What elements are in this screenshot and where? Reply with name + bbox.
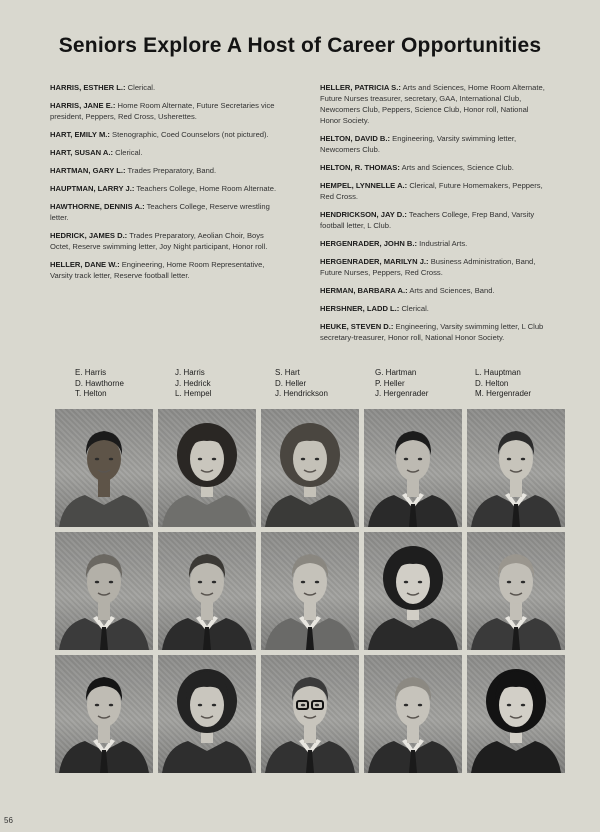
- bio-description: Stenographic, Coed Counselors (not pictured).: [112, 130, 269, 139]
- portrait-eye: [418, 581, 422, 584]
- portrait-clothing: [162, 741, 252, 773]
- portrait-image: [467, 409, 565, 527]
- bio-entry: [50, 183, 278, 194]
- portrait-eye: [198, 704, 202, 707]
- bio-entry: [320, 82, 548, 126]
- caption-column: [375, 368, 475, 400]
- portrait-eye: [404, 704, 408, 707]
- portrait-photo: [364, 409, 462, 527]
- bio-name: HARRIS, ESTHER L.:: [50, 83, 126, 92]
- bio-name: HERGENRADER, MARILYN J.:: [320, 257, 429, 266]
- caption-name: L. Hauptman: [475, 368, 521, 377]
- portrait-photo: [467, 655, 565, 773]
- portrait-neck: [510, 479, 522, 497]
- bio-description: Arts and Sciences, Home Room Alternate, Future Nurses treasurer, secretary, GAA, International Club, Newcomers Club, Peppers, Science Club, Honor roll, National Honor Society.: [320, 83, 545, 125]
- portrait-photo: [55, 409, 153, 527]
- page-title: Seniors Explore A Host of Career Opportunities: [58, 34, 542, 57]
- portrait-eye: [418, 704, 422, 707]
- portrait-clothing: [368, 618, 458, 650]
- portrait-clothing: [265, 495, 355, 527]
- portrait-clothing: [471, 741, 561, 773]
- bio-description: Clerical.: [115, 148, 143, 157]
- portrait-eye: [507, 458, 511, 461]
- caption-column: [275, 368, 375, 400]
- bio-name: HENDRICKSON, JAY D.:: [320, 210, 407, 219]
- bio-name: HART, SUSAN A.:: [50, 148, 113, 157]
- portrait-photo: [261, 532, 359, 650]
- portrait-eye: [507, 704, 511, 707]
- caption-name: T. Helton: [75, 389, 107, 398]
- bio-name: HARRIS, JANE E.:: [50, 101, 116, 110]
- caption-name: D. Hawthorne: [75, 378, 124, 388]
- portrait-neck: [304, 602, 316, 620]
- caption-name: E. Harris: [75, 368, 107, 377]
- portrait-eye: [418, 458, 422, 461]
- bio-name: HAWTHORNE, DENNIS A.:: [50, 202, 145, 211]
- bio-description: Engineering, Varsity swimming letter, L Club secretary-treasurer, Honor roll, National Honor Society.: [320, 322, 544, 342]
- bio-description: Trades Preparatory, Aeolian Choir, Boys Octet, Reserve swimming letter, Joy Night participant, Honor roll.: [50, 231, 268, 251]
- portrait-eye: [301, 458, 305, 461]
- portrait-photo: [158, 409, 256, 527]
- page-number: 56: [4, 816, 13, 825]
- portrait-neck: [98, 725, 110, 743]
- bio-name: HART, EMILY M.:: [50, 130, 110, 139]
- bio-name: HELTON, DAVID B.:: [320, 134, 391, 143]
- bio-description: Teachers College, Frep Band, Varsity football letter, L Club.: [320, 210, 535, 230]
- caption-name: L. Hempel: [175, 389, 212, 398]
- portrait-eye: [95, 581, 99, 584]
- bio-entry: [50, 230, 278, 252]
- portrait-eye: [521, 458, 525, 461]
- portrait-eye: [404, 458, 408, 461]
- bio-name: HERMAN, BARBARA A.:: [320, 286, 408, 295]
- portrait-clothing: [162, 495, 252, 527]
- bio-description: Teachers College, Reserve wrestling letter.: [50, 202, 270, 222]
- portrait-face: [190, 437, 224, 481]
- bio-description: Clerical.: [127, 83, 156, 92]
- bio-description: Arts and Sciences, Band.: [409, 286, 495, 295]
- portrait-eye: [404, 581, 408, 584]
- portrait-eye: [315, 581, 319, 584]
- bio-entry: [320, 285, 548, 296]
- bio-entry: [320, 238, 548, 249]
- portrait-image: [55, 655, 153, 773]
- bio-description: Industrial Arts.: [419, 239, 468, 248]
- portrait-neck: [407, 479, 419, 497]
- bio-description: Clerical.: [401, 304, 429, 313]
- portrait-eye: [315, 458, 319, 461]
- portrait-clothing: [59, 495, 149, 527]
- portrait-photo: [158, 655, 256, 773]
- portrait-image: [158, 532, 256, 650]
- portrait-eye: [198, 458, 202, 461]
- portrait-image: [364, 532, 462, 650]
- caption-name: J. Hendrickson: [275, 389, 328, 398]
- biography-column-left: [50, 82, 278, 288]
- bio-entry: [320, 256, 548, 278]
- bio-description: Trades Preparatory, Band.: [127, 166, 217, 175]
- bio-name: HEUKE, STEVEN D.:: [320, 322, 394, 331]
- portrait-image: [158, 655, 256, 773]
- caption-name: D. Heller: [275, 378, 307, 388]
- bio-entry: [320, 162, 548, 173]
- bio-name: HERSHNER, LADD L.:: [320, 304, 400, 313]
- bio-entry: [320, 133, 548, 155]
- caption-column: [475, 368, 575, 400]
- portrait-image: [55, 532, 153, 650]
- portrait-face: [190, 683, 224, 727]
- portrait-image: [261, 655, 359, 773]
- portrait-eye: [198, 581, 202, 584]
- bio-name: HERGENRADER, JOHN B.:: [320, 239, 418, 248]
- caption-name: S. Hart: [275, 368, 300, 377]
- portrait-eye: [109, 704, 113, 707]
- portrait-photo: [158, 532, 256, 650]
- caption-column: [175, 368, 275, 400]
- caption-name: J. Hedrick: [175, 378, 211, 388]
- portrait-neck: [98, 602, 110, 620]
- bio-entry: [50, 147, 278, 158]
- bio-description: Teachers College, Home Room Alternate.: [136, 184, 277, 193]
- bio-description: Engineering, Home Room Representative, Varsity track letter, Reserve football letter.: [50, 260, 265, 280]
- portrait-face: [396, 560, 430, 604]
- bio-description: Arts and Sciences, Science Club.: [401, 163, 514, 172]
- portrait-eye: [315, 704, 319, 707]
- portrait-photo: [467, 532, 565, 650]
- portrait-photo: [467, 409, 565, 527]
- portrait-eye: [109, 458, 113, 461]
- portrait-face: [499, 683, 533, 727]
- portrait-image: [55, 409, 153, 527]
- bio-entry: [50, 100, 278, 122]
- portrait-photo: [364, 532, 462, 650]
- portrait-eye: [521, 581, 525, 584]
- bio-description: Engineering, Varsity swimming letter, Newcomers Club.: [320, 134, 517, 154]
- portrait-eye: [212, 704, 216, 707]
- portrait-eye: [301, 704, 305, 707]
- portrait-neck: [98, 479, 110, 497]
- portrait-image: [261, 409, 359, 527]
- portrait-photo: [55, 655, 153, 773]
- portrait-image: [364, 409, 462, 527]
- portrait-neck: [510, 602, 522, 620]
- bio-name: HELLER, DANE W.:: [50, 260, 120, 269]
- portrait-photo: [55, 532, 153, 650]
- bio-name: HAUPTMAN, LARRY J.:: [50, 184, 135, 193]
- bio-entry: [50, 165, 278, 176]
- portrait-eye: [507, 581, 511, 584]
- portrait-eye: [109, 581, 113, 584]
- portrait-neck: [304, 725, 316, 743]
- portrait-image: [364, 655, 462, 773]
- bio-entry: [50, 82, 278, 93]
- portrait-image: [158, 409, 256, 527]
- bio-name: HELTON, R. THOMAS:: [320, 163, 400, 172]
- portrait-photo: [364, 655, 462, 773]
- bio-entry: [50, 201, 278, 223]
- photo-captions: [75, 368, 575, 400]
- bio-entry: [320, 180, 548, 202]
- portrait-photo: [261, 655, 359, 773]
- bio-name: HELLER, PATRICIA S.:: [320, 83, 401, 92]
- portrait-eye: [212, 458, 216, 461]
- bio-entry: [320, 321, 548, 343]
- bio-entry: [50, 259, 278, 281]
- biography-column-right: [320, 82, 548, 350]
- portrait-image: [467, 532, 565, 650]
- bio-description: Home Room Alternate, Future Secretaries vice president, Peppers, Red Cross, Usherettes.: [50, 101, 275, 121]
- portrait-eye: [521, 704, 525, 707]
- bio-name: HEDRICK, JAMES D.:: [50, 231, 128, 240]
- portrait-eye: [301, 581, 305, 584]
- caption-name: D. Helton: [475, 378, 509, 388]
- bio-entry: [50, 129, 278, 140]
- caption-name: J. Hergenrader: [375, 389, 429, 398]
- bio-name: HARTMAN, GARY L.:: [50, 166, 126, 175]
- caption-name: J. Harris: [175, 368, 205, 377]
- portrait-face: [293, 437, 327, 481]
- bio-entry: [320, 209, 548, 231]
- portrait-neck: [201, 602, 213, 620]
- caption-name: P. Heller: [375, 378, 405, 388]
- portrait-photo: [261, 409, 359, 527]
- caption-name: M. Hergenrader: [475, 389, 532, 398]
- caption-name: G. Hartman: [375, 368, 417, 377]
- portrait-image: [467, 655, 565, 773]
- bio-entry: [320, 303, 548, 314]
- bio-description: Clerical, Future Homemakers, Peppers, Red Cross.: [320, 181, 543, 201]
- portrait-grid: [55, 409, 565, 773]
- portrait-eye: [95, 704, 99, 707]
- portrait-eye: [95, 458, 99, 461]
- caption-column: [75, 368, 175, 400]
- bio-name: HEMPEL, LYNNELLE A.:: [320, 181, 408, 190]
- portrait-neck: [407, 725, 419, 743]
- bio-description: Business Administration, Band, Future Nurses, Peppers, Red Cross.: [320, 257, 536, 277]
- portrait-eye: [212, 581, 216, 584]
- portrait-image: [261, 532, 359, 650]
